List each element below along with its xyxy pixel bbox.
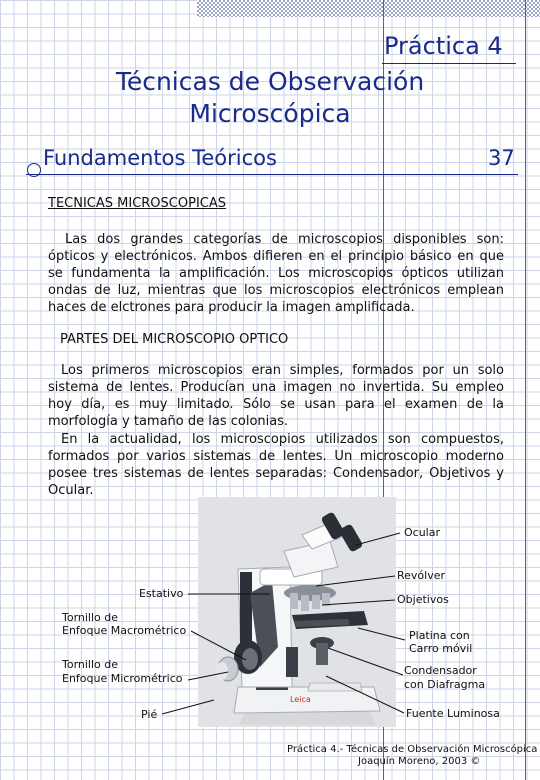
brand-logo: Leica	[290, 695, 311, 704]
page-number: 37	[488, 146, 515, 170]
label-pie: Pié	[141, 708, 158, 721]
practice-number: Práctica 4	[384, 32, 503, 60]
title-line-1: Técnicas de Observación	[115, 67, 425, 96]
heading-tecnicas: TECNICAS MICROSCOPICAS	[48, 196, 226, 211]
section-title: Fundamentos Teóricos	[43, 146, 277, 170]
leader-pie	[162, 700, 214, 714]
title-line-2: Microscópica	[189, 99, 351, 128]
leader-ocular	[356, 533, 400, 545]
leader-macro	[191, 631, 246, 660]
label-ocular: Ocular	[404, 526, 440, 539]
paragraph-partes-1: Los primeros microscopios eran simples, formados por un solo sistema de lentes. Producían una imagen no invertida. Su empleo hoy día, es muy limitado. Sólo se usan para el examen de la morfología y tamaño de las colonias.	[48, 363, 504, 429]
footer-line-2: Joaquín Moreno, 2003 ©	[358, 756, 481, 767]
label-micro-line1: Tornillo de	[62, 658, 119, 671]
label-platina-line1: Platina con	[409, 629, 470, 642]
paragraph-partes-2: En la actualidad, los microscopios utilizados son compuestos, formados por varios sistemas de lentes. Un microscopio moderno posee tres sistemas de lentes separadas: Condensador, Objetivos y Ocular.	[48, 432, 504, 498]
label-objetivos: Objetivos	[397, 593, 449, 606]
label-condensador-line1: Condensador	[404, 664, 477, 677]
leader-condensador	[328, 648, 403, 675]
leader-platina	[358, 628, 405, 640]
label-revolver: Revólver	[397, 569, 446, 582]
footer-line-1: Práctica 4.- Técnicas de Observación Microscópica	[287, 744, 538, 755]
heading-partes: PARTES DEL MICROSCOPIO OPTICO	[60, 332, 289, 347]
label-macro-line1: Tornillo de	[62, 611, 119, 624]
label-condensador-line2: con Diafragma	[404, 678, 486, 691]
leader-revolver	[316, 576, 395, 586]
leader-fuente	[326, 676, 404, 713]
label-platina-line2: Carro móvil	[409, 642, 473, 655]
label-fuente: Fuente Luminosa	[406, 707, 500, 720]
label-macro-line2: Enfoque Macrométrico	[62, 624, 187, 637]
leader-objetivos	[322, 600, 395, 605]
paragraph-tecnicas: Las dos grandes categorías de microscopios disponibles son: ópticos y electrónicos. Ambos difieren en el principio básico en que se fundamenta la amplificación. Los microscopios ópticos utilizan ondas de luz, mientras que los microscopios electrónicos emplean haces de elctrones para producir la imagen amplificada.	[48, 232, 504, 315]
label-estativo: Estativo	[139, 587, 184, 600]
label-micro-line2: Enfoque Micrométrico	[62, 672, 183, 685]
leader-micro	[188, 672, 228, 680]
